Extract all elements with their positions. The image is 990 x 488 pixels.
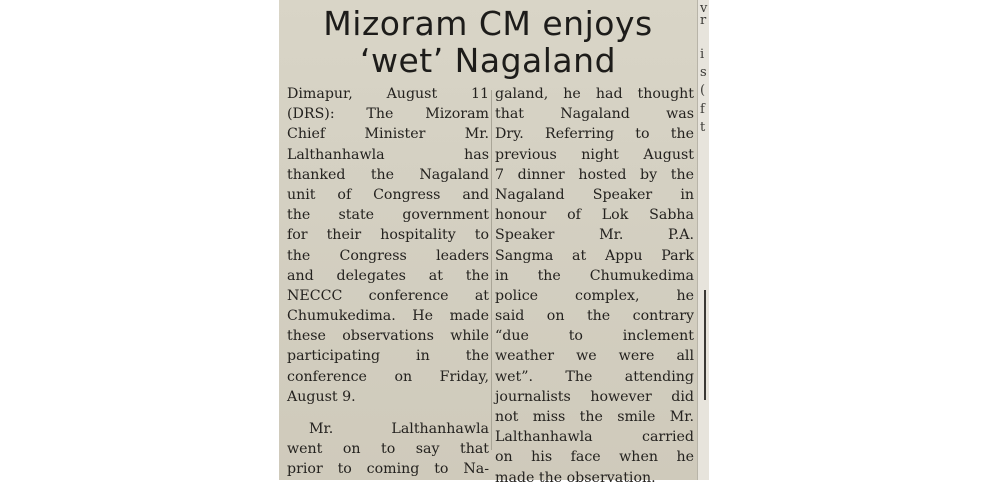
- adjacent-text-fragment: s: [700, 65, 707, 80]
- adjacent-text-fragment: v: [700, 1, 708, 16]
- adjacent-text-fragment: t: [700, 120, 706, 135]
- article-column-2: [495, 84, 694, 488]
- text-line: that Nagaland was: [495, 106, 694, 123]
- text-line: conference on Friday,: [287, 368, 489, 385]
- adjacent-text-fragment: i: [700, 47, 705, 62]
- text-line: previous night August: [495, 146, 694, 163]
- text-line: and delegates at the: [287, 267, 489, 284]
- text-line: Dimapur, August 11: [287, 86, 489, 102]
- text-line: unit of Congress and: [287, 186, 489, 203]
- text-line: wet”. The attending: [495, 368, 694, 385]
- headline-line-2: ‘wet’ Nagaland: [359, 41, 617, 80]
- text-line: journalists however did: [495, 388, 694, 405]
- text-line: said on the contrary: [495, 308, 694, 325]
- text-line: went on to say that: [287, 441, 489, 458]
- article-column-1: [287, 84, 489, 480]
- text-line: prior to coming to Na-: [287, 461, 489, 478]
- text-line: Mr. Lalthanhawla: [309, 421, 489, 437]
- text-line: honour of Lok Sabha: [495, 207, 694, 224]
- text-line: Dry. Referring to the: [495, 126, 694, 143]
- text-line: thanked the Nagaland: [287, 166, 489, 183]
- text-line: participating in the: [287, 348, 489, 365]
- text-line: Lalthanhawla carried: [495, 429, 694, 446]
- text-line: made the observation.: [495, 469, 656, 486]
- text-line: not miss the smile Mr.: [495, 409, 694, 425]
- text-line: these observations while: [287, 328, 489, 345]
- text-line: Chief Minister Mr.: [287, 126, 489, 143]
- text-line: the state government: [287, 207, 489, 224]
- text-line: “due to inclement: [495, 328, 694, 345]
- text-line: galand, he had thought: [495, 86, 694, 102]
- text-line: the Congress leaders: [287, 247, 489, 264]
- text-line: in the Chumukedima: [495, 267, 694, 284]
- text-line: Lalthanhawla has: [287, 146, 489, 163]
- text-line: Sangma at Appu Park: [495, 247, 694, 264]
- text-line: weather we were all: [495, 348, 694, 365]
- text-line: August 9.: [287, 388, 356, 405]
- paragraph-2: [287, 419, 489, 480]
- text-line: 7 dinner hosted by the: [495, 166, 694, 183]
- edge-rule: [704, 290, 706, 400]
- adjacent-text-fragment: r: [700, 13, 707, 28]
- text-line: for their hospitality to: [287, 227, 489, 244]
- text-line: on his face when he: [495, 449, 694, 466]
- text-line: Chumukedima. He made: [287, 308, 489, 325]
- text-line: (DRS): The Mizoram: [287, 106, 489, 123]
- text-line: Speaker Mr. P.A.: [495, 227, 694, 244]
- text-line: NECCC conference at: [287, 287, 489, 304]
- column-divider: [491, 90, 492, 450]
- text-line: Nagaland Speaker in: [495, 186, 694, 203]
- headline-line-1: Mizoram CM enjoys: [323, 4, 653, 43]
- adjacent-text-fragment: (: [700, 83, 706, 98]
- adjacent-text-fragment: f: [700, 102, 705, 117]
- text-line: police complex, he: [495, 287, 694, 304]
